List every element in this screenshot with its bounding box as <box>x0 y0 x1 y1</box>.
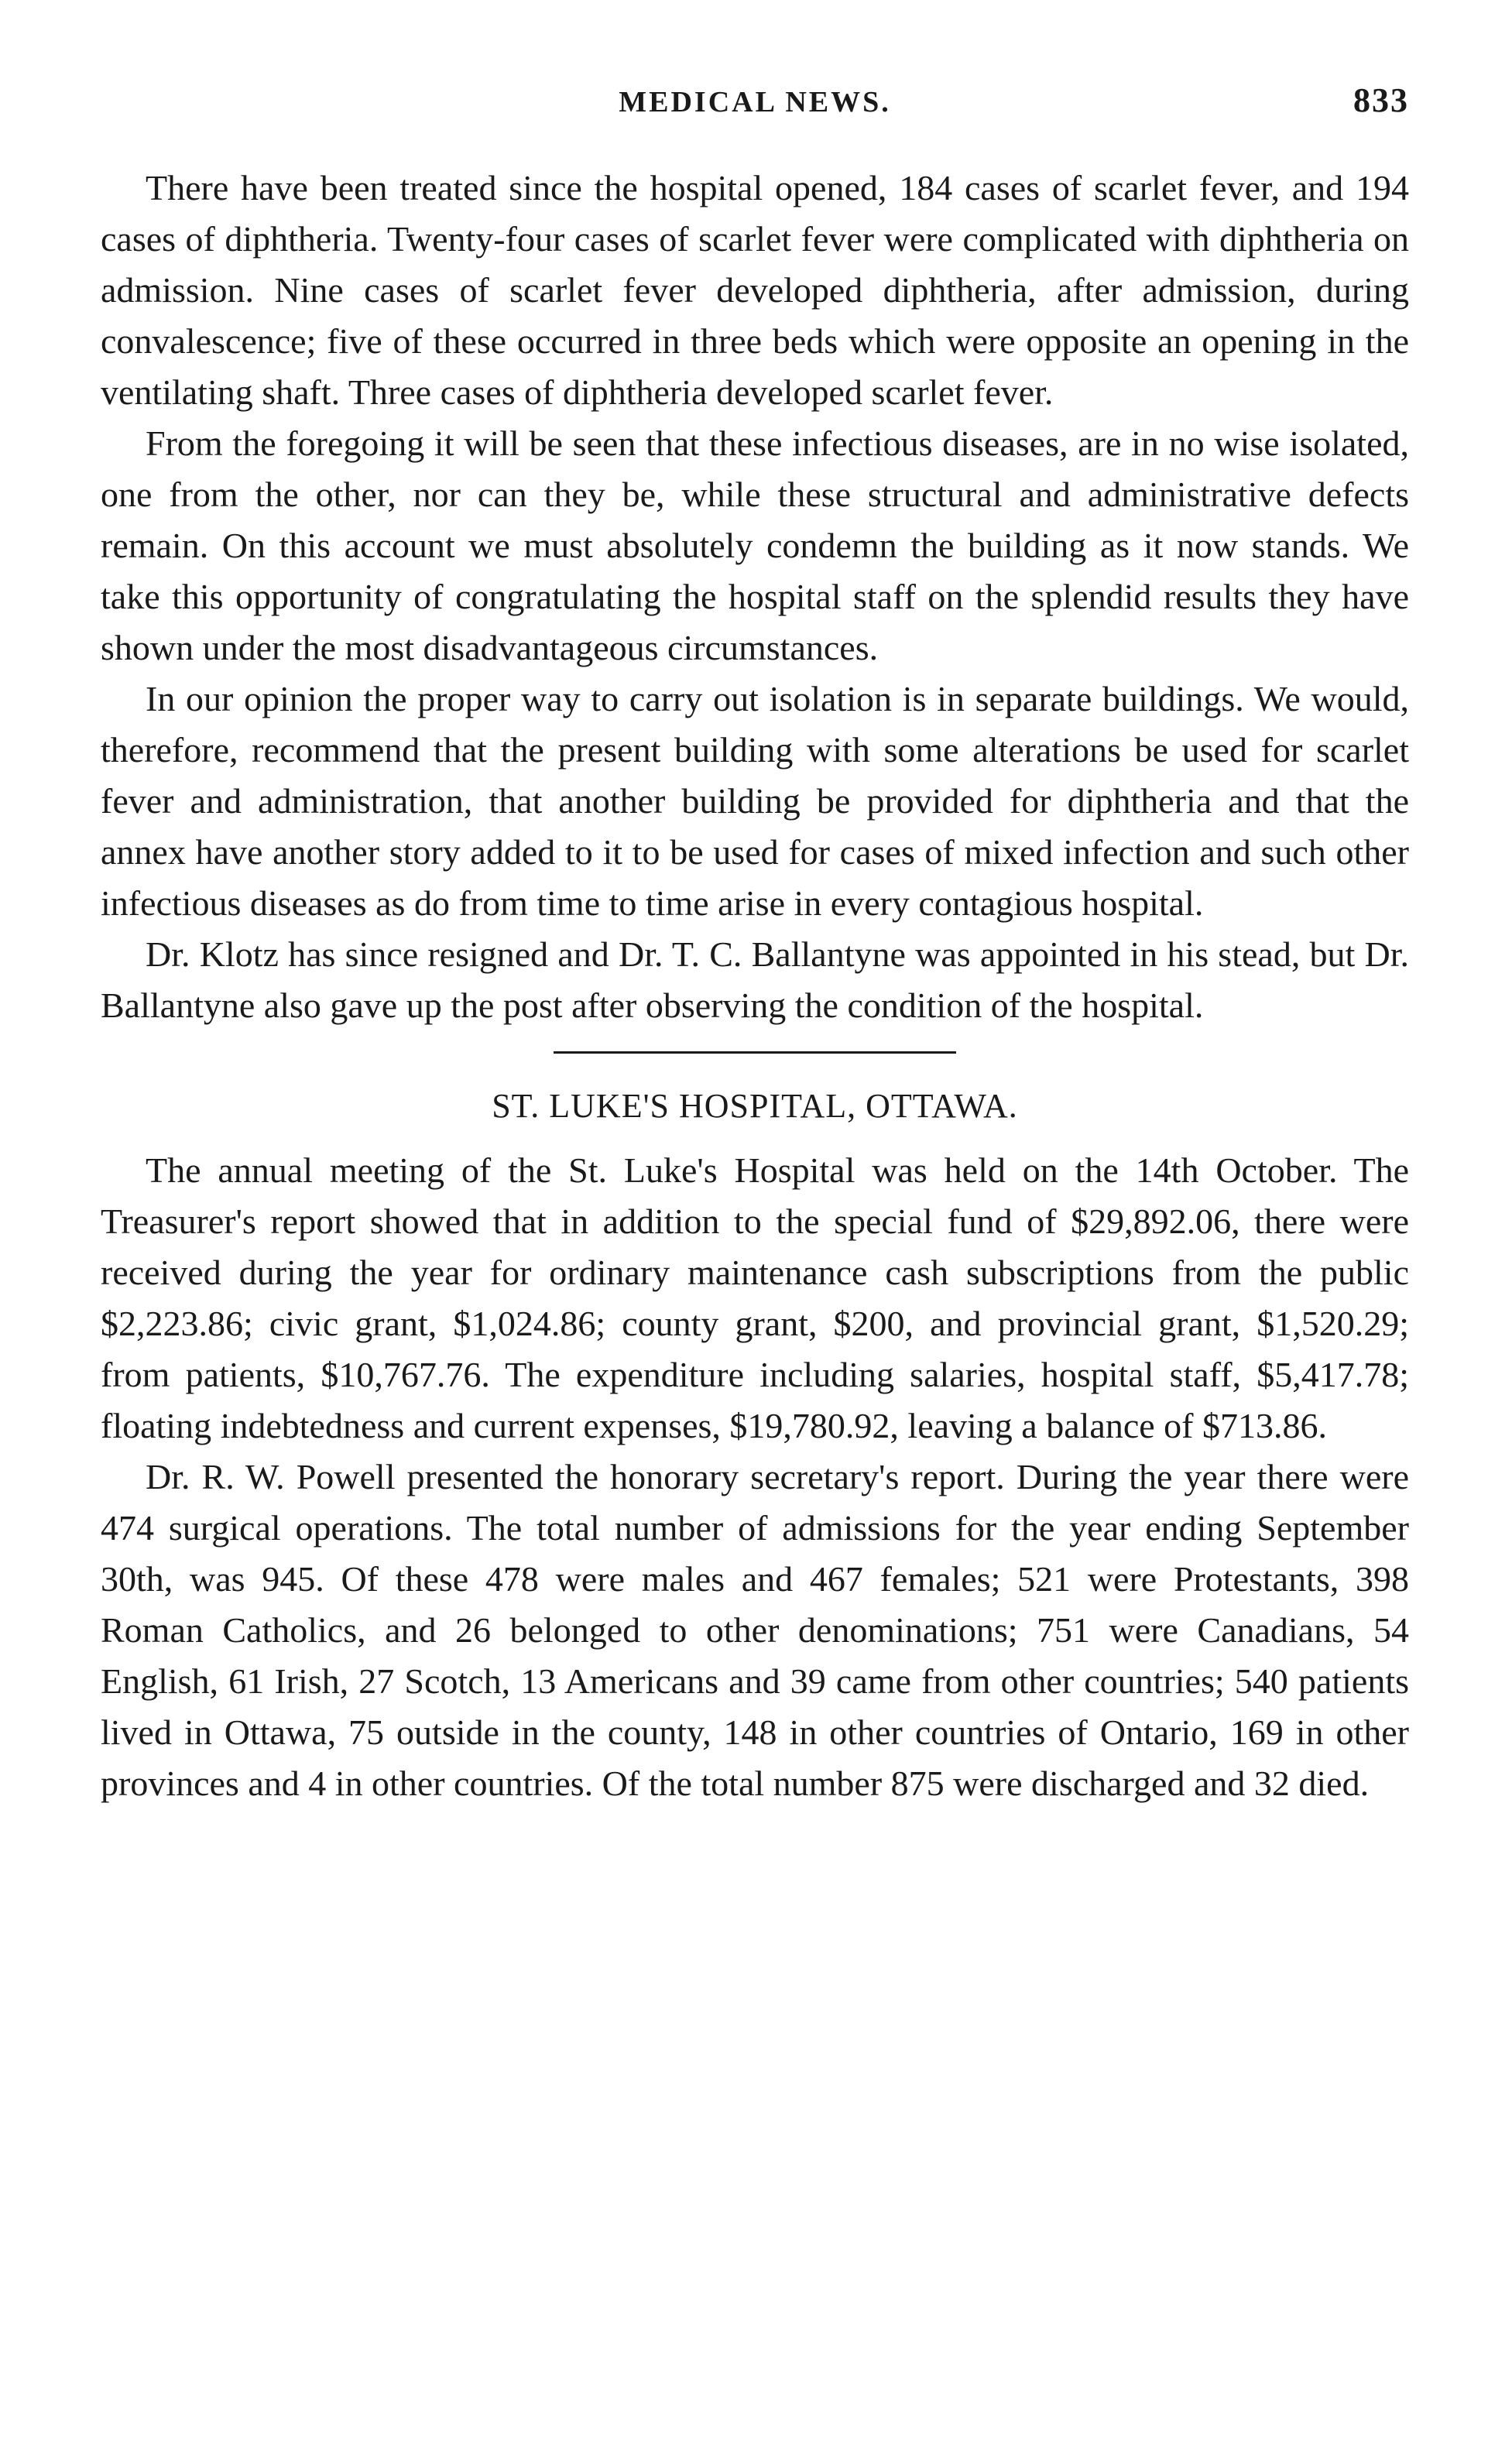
article-st-lukes-hospital <box>101 1085 1409 1809</box>
paragraph: Dr. R. W. Powell presented the honorary secretary's report. During the year there were 474 surgical operations. The total number of admissions for the year ending September 30th, was 945. Of these 478 were males and 467 females; 521 were Protestants, 398 Roman Catholics, and 26 belonged to other denominations; 751 were Canadians, 54 English, 61 Irish, 27 Scotch, 13 Americans and 39 came from other countries; 540 patients lived in Ottawa, 75 outside in the county, 148 in other countries of Ontario, 169 in other provinces and 4 in other countries. Of the total number 875 were discharged and 32 died. <box>101 1457 1409 1803</box>
running-title: MEDICAL NEWS. <box>619 86 891 118</box>
paragraph: From the foregoing it will be seen that these infectious diseases, are in no wise isolated, one from the other, nor can they be, while these structural and administrative defects remain. On this account we must absolutely condemn the building as it now stands. We take this opportunity of congratulating the hospital staff on the splendid results they have shown under the most disadvantageous circumstances. <box>101 423 1409 667</box>
running-header <box>101 81 1409 132</box>
paragraph: There have been treated since the hospital opened, 184 cases of scarlet fever, and 194 cases of diphtheria. Twenty-four cases of scarlet fever were complicated with diphtheria on admission. Nine cases of scarlet fever developed diphtheria, after admission, during convalescence; five of these occurred in three beds which were opposite an opening in the ventilating shaft. Three cases of diphtheria developed scarlet fever. <box>101 168 1409 412</box>
article-isolation-hospital <box>101 163 1409 1031</box>
paragraph: In our opinion the proper way to carry out isolation is in separate buildings. We would, therefore, recommend that the present building with some alterations be used for scarlet fever and administration, that another building be provided for diphtheria and that the annex have another story added to it to be used for cases of mixed infection and such other infectious diseases as do from time to time arise in every contagious hospital. <box>101 679 1409 923</box>
section-divider <box>554 1051 956 1054</box>
document-page <box>101 81 1409 1809</box>
section-heading: ST. LUKE'S HOSPITAL, OTTAWA. <box>492 1087 1018 1125</box>
paragraph: The annual meeting of the St. Luke's Hospital was held on the 14th October. The Treasurer's report showed that in addition to the special fund of $29,892.06, there were received during the year for ordinary maintenance cash subscriptions from the public $2,223.86; civic grant, $1,024.86; county grant, $200, and provincial grant, $1,520.29; from patients, $10,767.76. The expenditure including salaries, hospital staff, $5,417.78; floating indebtedness and current expenses, $19,780.92, leaving a balance of $713.86. <box>101 1150 1409 1445</box>
page-number: 833 <box>1353 81 1409 119</box>
paragraph: Dr. Klotz has since resigned and Dr. T. C. Ballantyne was appointed in his stead, but Dr. Ballantyne also gave up the post after observing the condition of the hospital. <box>101 934 1409 1025</box>
